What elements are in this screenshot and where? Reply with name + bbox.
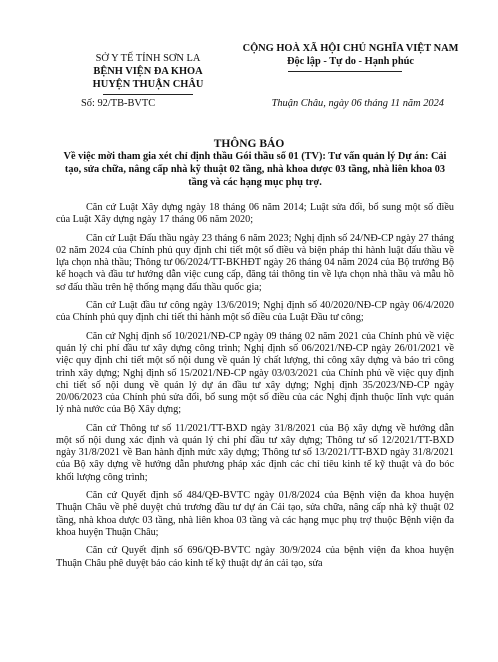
document-number: Số: 92/TB-BVTC [81, 98, 156, 109]
hospital-name-line1: BỆNH VIỆN ĐA KHOA [93, 66, 203, 77]
ministry-name: SỞ Y TẾ TỈNH SƠN LA [95, 53, 201, 64]
document-body [56, 202, 454, 576]
issuing-agency-block [62, 52, 234, 91]
paragraph-3: Căn cứ Luật đầu tư công ngày 13/6/2019; Nghị định số 40/2020/NĐ-CP ngày 06/4/2020 của Chính phủ quy định chi tiết thi hành một số điều của Luật Đầu tư công; [56, 300, 454, 324]
paragraph-4: Căn cứ Nghị định số 10/2021/NĐ-CP ngày 09 tháng 02 năm 2021 của Chính phủ về việc quản lý chi phí đầu tư xây dựng công trình; Nghị định số 06/2021/NĐ-CP ngày 26/01/2021 về việc quy định chi tiết một số nội dung về quản lý chất lượng, thi công xây dựng và bảo trì công trình xây dựng; Nghị định số 15/2021/NĐ-CP ngày 03/03/2021 của Chính phủ về việc quy định chi tiết số nội dung về quản lý dự án đầu tư xây dựng; Nghị định 35/2023/NĐ-CP ngày 20/06/2023 của Chính phủ sửa đổi, bổ sung một số điều của các Nghị định thuộc lĩnh vực quản lý nhà nước của Bộ Xây dựng; [56, 331, 454, 416]
document-subject: Về việc mời tham gia xét chỉ định thầu Gói thầu số 01 (TV): Tư vấn quản lý Dự án: Cải tạo, sửa chữa, nâng cấp nhà kỹ thuật 02 tầng, nhà khoa dược 03 tầng, nhà liên khoa 03 tầng và các hạng mục phụ trợ. [63, 151, 447, 188]
national-motto: Độc lập - Tự do - Hạnh phúc [286, 56, 414, 67]
paragraph-7: Căn cứ Quyết định số 696/QĐ-BVTC ngày 30/9/2024 của bệnh viện đa khoa huyện Thuận Châu phê duyệt báo cáo kinh tế kỹ thuật dự án cải tạo, sửa [56, 545, 454, 569]
place-and-date: Thuận Châu, ngày 06 tháng 11 năm 2024 [271, 98, 444, 109]
national-header-block [218, 42, 483, 68]
country-name: CỘNG HOÀ XÃ HỘI CHỦ NGHĨA VIỆT NAM [242, 43, 459, 54]
agency-underline [103, 94, 193, 95]
paragraph-5: Căn cứ Thông tư số 11/2021/TT-BXD ngày 31/8/2021 của Bộ xây dựng về hướng dẫn một số nội dung xác định và quản lý chi phí đầu tư xây dựng; Thông tư số 12/2021/TT-BXD ngày 31/8/2021 về Ban hành định mức xây dựng; Thông tư số 13/2021/TT-BXD ngày 31/8/2021 của Bộ xây dựng về hướng dẫn phương pháp xác định các chỉ tiêu kinh tế kỹ thuật và đo bóc khối lượng công trình; [56, 422, 454, 483]
document-title: THÔNG BÁO [213, 138, 285, 150]
paragraph-1: Căn cứ Luật Xây dựng ngày 18 tháng 06 năm 2014; Luật sửa đổi, bổ sung một số điều của Luật Xây dựng ngày 17 tháng 06 năm 2020; [56, 202, 454, 226]
paragraph-6: Căn cứ Quyết định số 484/QĐ-BVTC ngày 01/8/2024 của Bệnh viện đa khoa huyện Thuận Châu về phê duyệt chủ trương đầu tư dự án Cải tạo, sửa chữa, nâng cấp nhà kỹ thuật 02 tầng, nhà khoa dược 03 tầng, nhà liên khoa 03 tầng và các hạng mục phụ trợ thuộc Bệnh viện đa khoa huyện Thuận Châu; [56, 490, 454, 538]
paragraph-2: Căn cứ Luật Đấu thầu ngày 23 tháng 6 năm 2023; Nghị định số 24/NĐ-CP ngày 27 tháng 02 năm 2024 của Chính phủ quy định chi tiết một số điều và biện pháp thi hành luật đấu thầu về lựa chọn nhà thầu; Thông tư 06/2024/TT-BKHĐT ngày 26 tháng 04 năm 2024 của Bộ trưởng Bộ kế hoạch và đầu tư hướng dẫn việc cung cấp, đăng tải thông tin về lựa chọn nhà thầu và mẫu hồ sơ đấu thầu trên hệ thống mạng đấu thầu quốc gia; [56, 232, 454, 293]
motto-underline [288, 71, 402, 72]
hospital-name-line2: HUYỆN THUẬN CHÂU [92, 79, 204, 90]
